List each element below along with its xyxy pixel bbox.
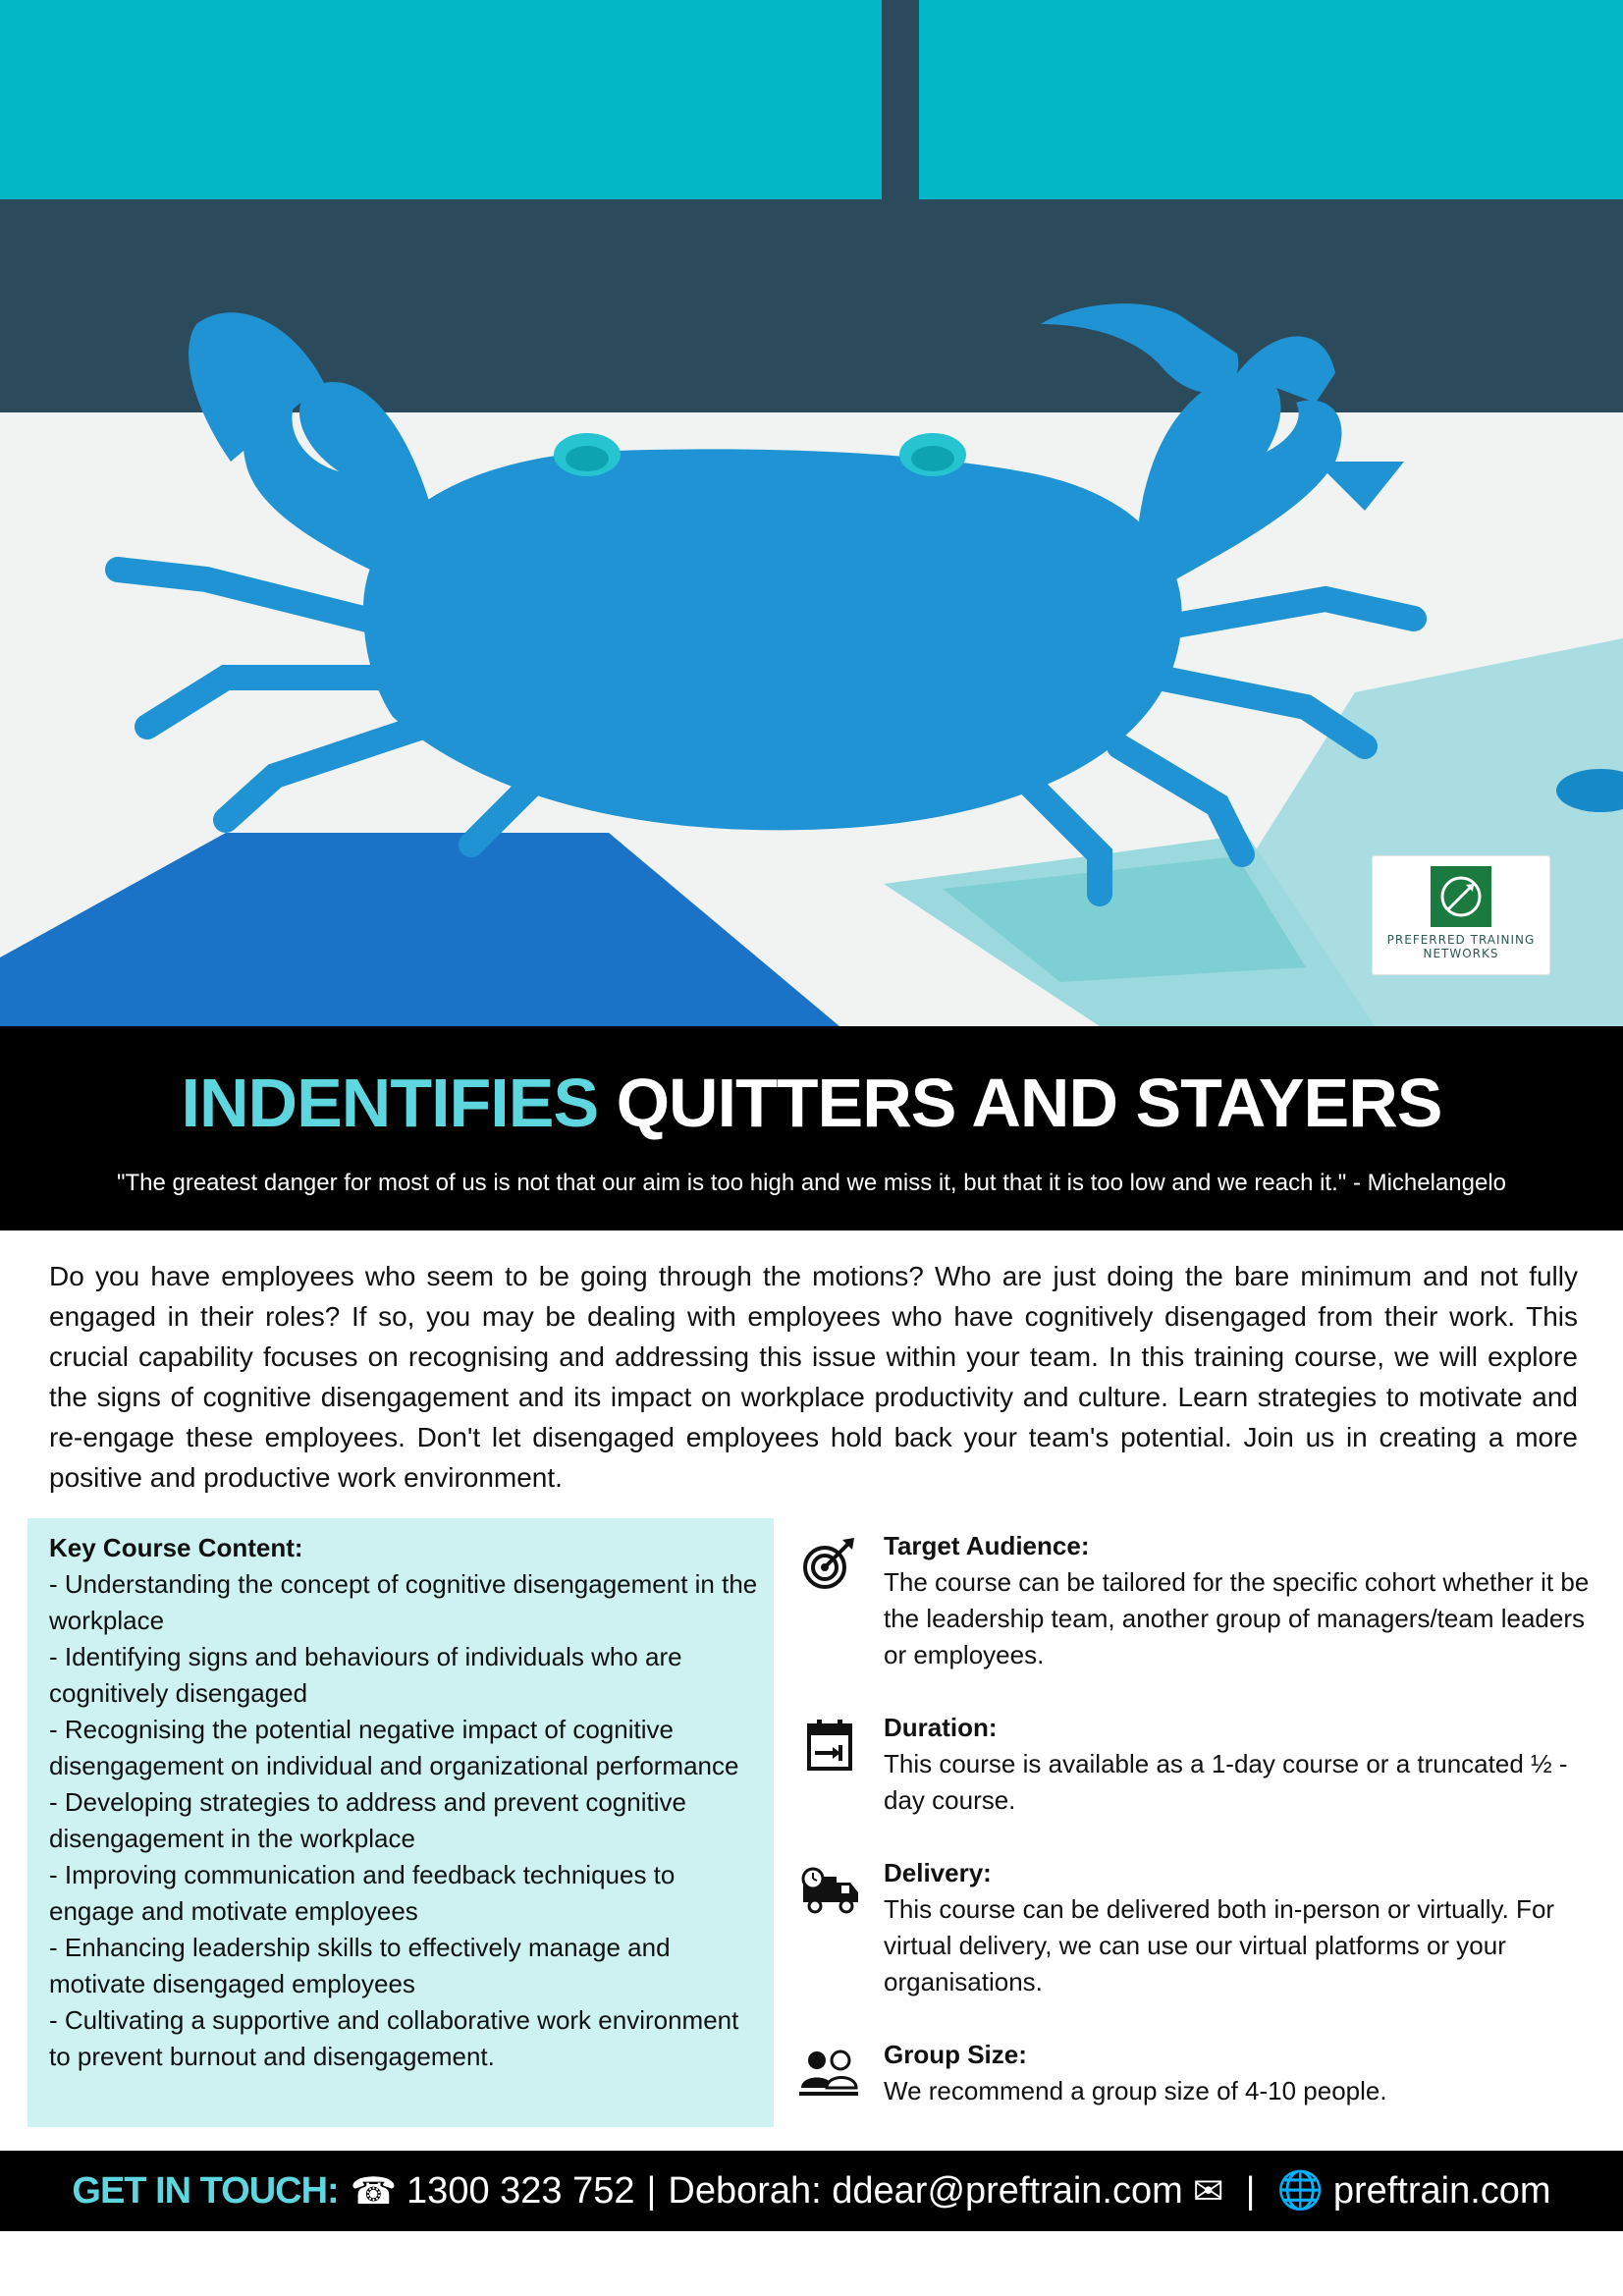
website-link[interactable]: preftrain.com [1332,2169,1551,2212]
duration-title: Duration: [884,1713,998,1742]
globe-icon: 🌐 [1276,2170,1324,2212]
course-content-item: - Recognising the potential negative impact of cognitive disengagement on individual and organizational performance [49,1715,739,1780]
footer-label: GET IN TOUCH: [72,2169,339,2212]
people-icon [795,2045,864,2100]
phone-icon: ☎ [350,2170,398,2213]
course-content-box [27,1518,774,2127]
contact-email[interactable]: Deborah: ddear@preftrain.com [668,2169,1183,2212]
course-content-item: - Improving communication and feedback techniques to engage and motivate employees [49,1860,676,1926]
title-rest: QUITTERS AND STAYERS [616,1065,1442,1141]
course-content-item: - Identifying signs and behaviours of individuals who are cognitively disengaged [49,1642,682,1708]
course-content-title: Key Course Content: [49,1533,303,1562]
delivery-text: This course can be delivered both in-person or virtually. For virtual delivery, we can use our virtual platforms or your organisations. [884,1894,1555,1996]
intro-paragraph: Do you have employees who seem to be going through the motions? Who are just doing the bare minimum and not fully engaged in their roles? If so, you may be dealing with employees who have cognitively disengaged from their work. This crucial capability focuses on recognising and addressing this issue within your team. In this training course, we will explore the signs of cognitive disengagement and its impact on workplace productivity and culture. Learn strategies to motivate and re-engage these employees. Don't let disengaged employees hold back your team's potential. Join us in creating a more positive and productive work environment. [49,1261,1578,1493]
title-accent: INDENTIFIES [181,1065,599,1141]
company-logo [1373,856,1549,974]
mail-icon: ✉ [1192,2170,1224,2213]
contact-footer [0,2151,1623,2231]
duration-text: This course is available as a 1-day course or a truncated ½ -day course. [884,1749,1568,1815]
footer-separator: | [1245,2169,1256,2212]
quote: "The greatest danger for most of us is not that our aim is too high and we miss it, but that it is too low and we reach it." - Michelangelo [116,1170,1507,1196]
logo-text-line1: PREFERRED TRAINING [1386,933,1536,947]
page-title [0,1062,1623,1144]
footer-separator: | [646,2169,657,2212]
group-size-text: We recommend a group size of 4-10 people. [884,2076,1387,2105]
delivery-truck-icon [795,1863,864,1918]
title-band [0,1026,1623,1230]
course-content-item: - Understanding the concept of cognitive disengagement in the workplace [49,1569,758,1635]
calendar-icon [795,1718,864,1773]
course-content-item: - Cultivating a supportive and collaborative work environment to prevent burnout and disengagement. [49,2005,739,2071]
target-audience-title: Target Audience: [884,1531,1090,1560]
target-audience-text: The course can be tailored for the specific cohort whether it be the leadership team, another group of managers/team leaders or employees. [884,1567,1590,1669]
course-content-item: - Developing strategies to address and prevent cognitive disengagement in the workplace [49,1787,686,1853]
logo-text-line2: NETWORKS [1423,947,1499,960]
delivery-title: Delivery: [884,1858,992,1887]
logo-mark-icon [1431,866,1491,927]
hero-illustration [0,0,1623,1026]
course-content-item: - Enhancing leadership skills to effectively manage and motivate disengaged employees [49,1933,671,1998]
target-icon [795,1536,864,1591]
phone-number[interactable]: 1300 323 752 [406,2169,635,2212]
group-size-title: Group Size: [884,2040,1027,2069]
